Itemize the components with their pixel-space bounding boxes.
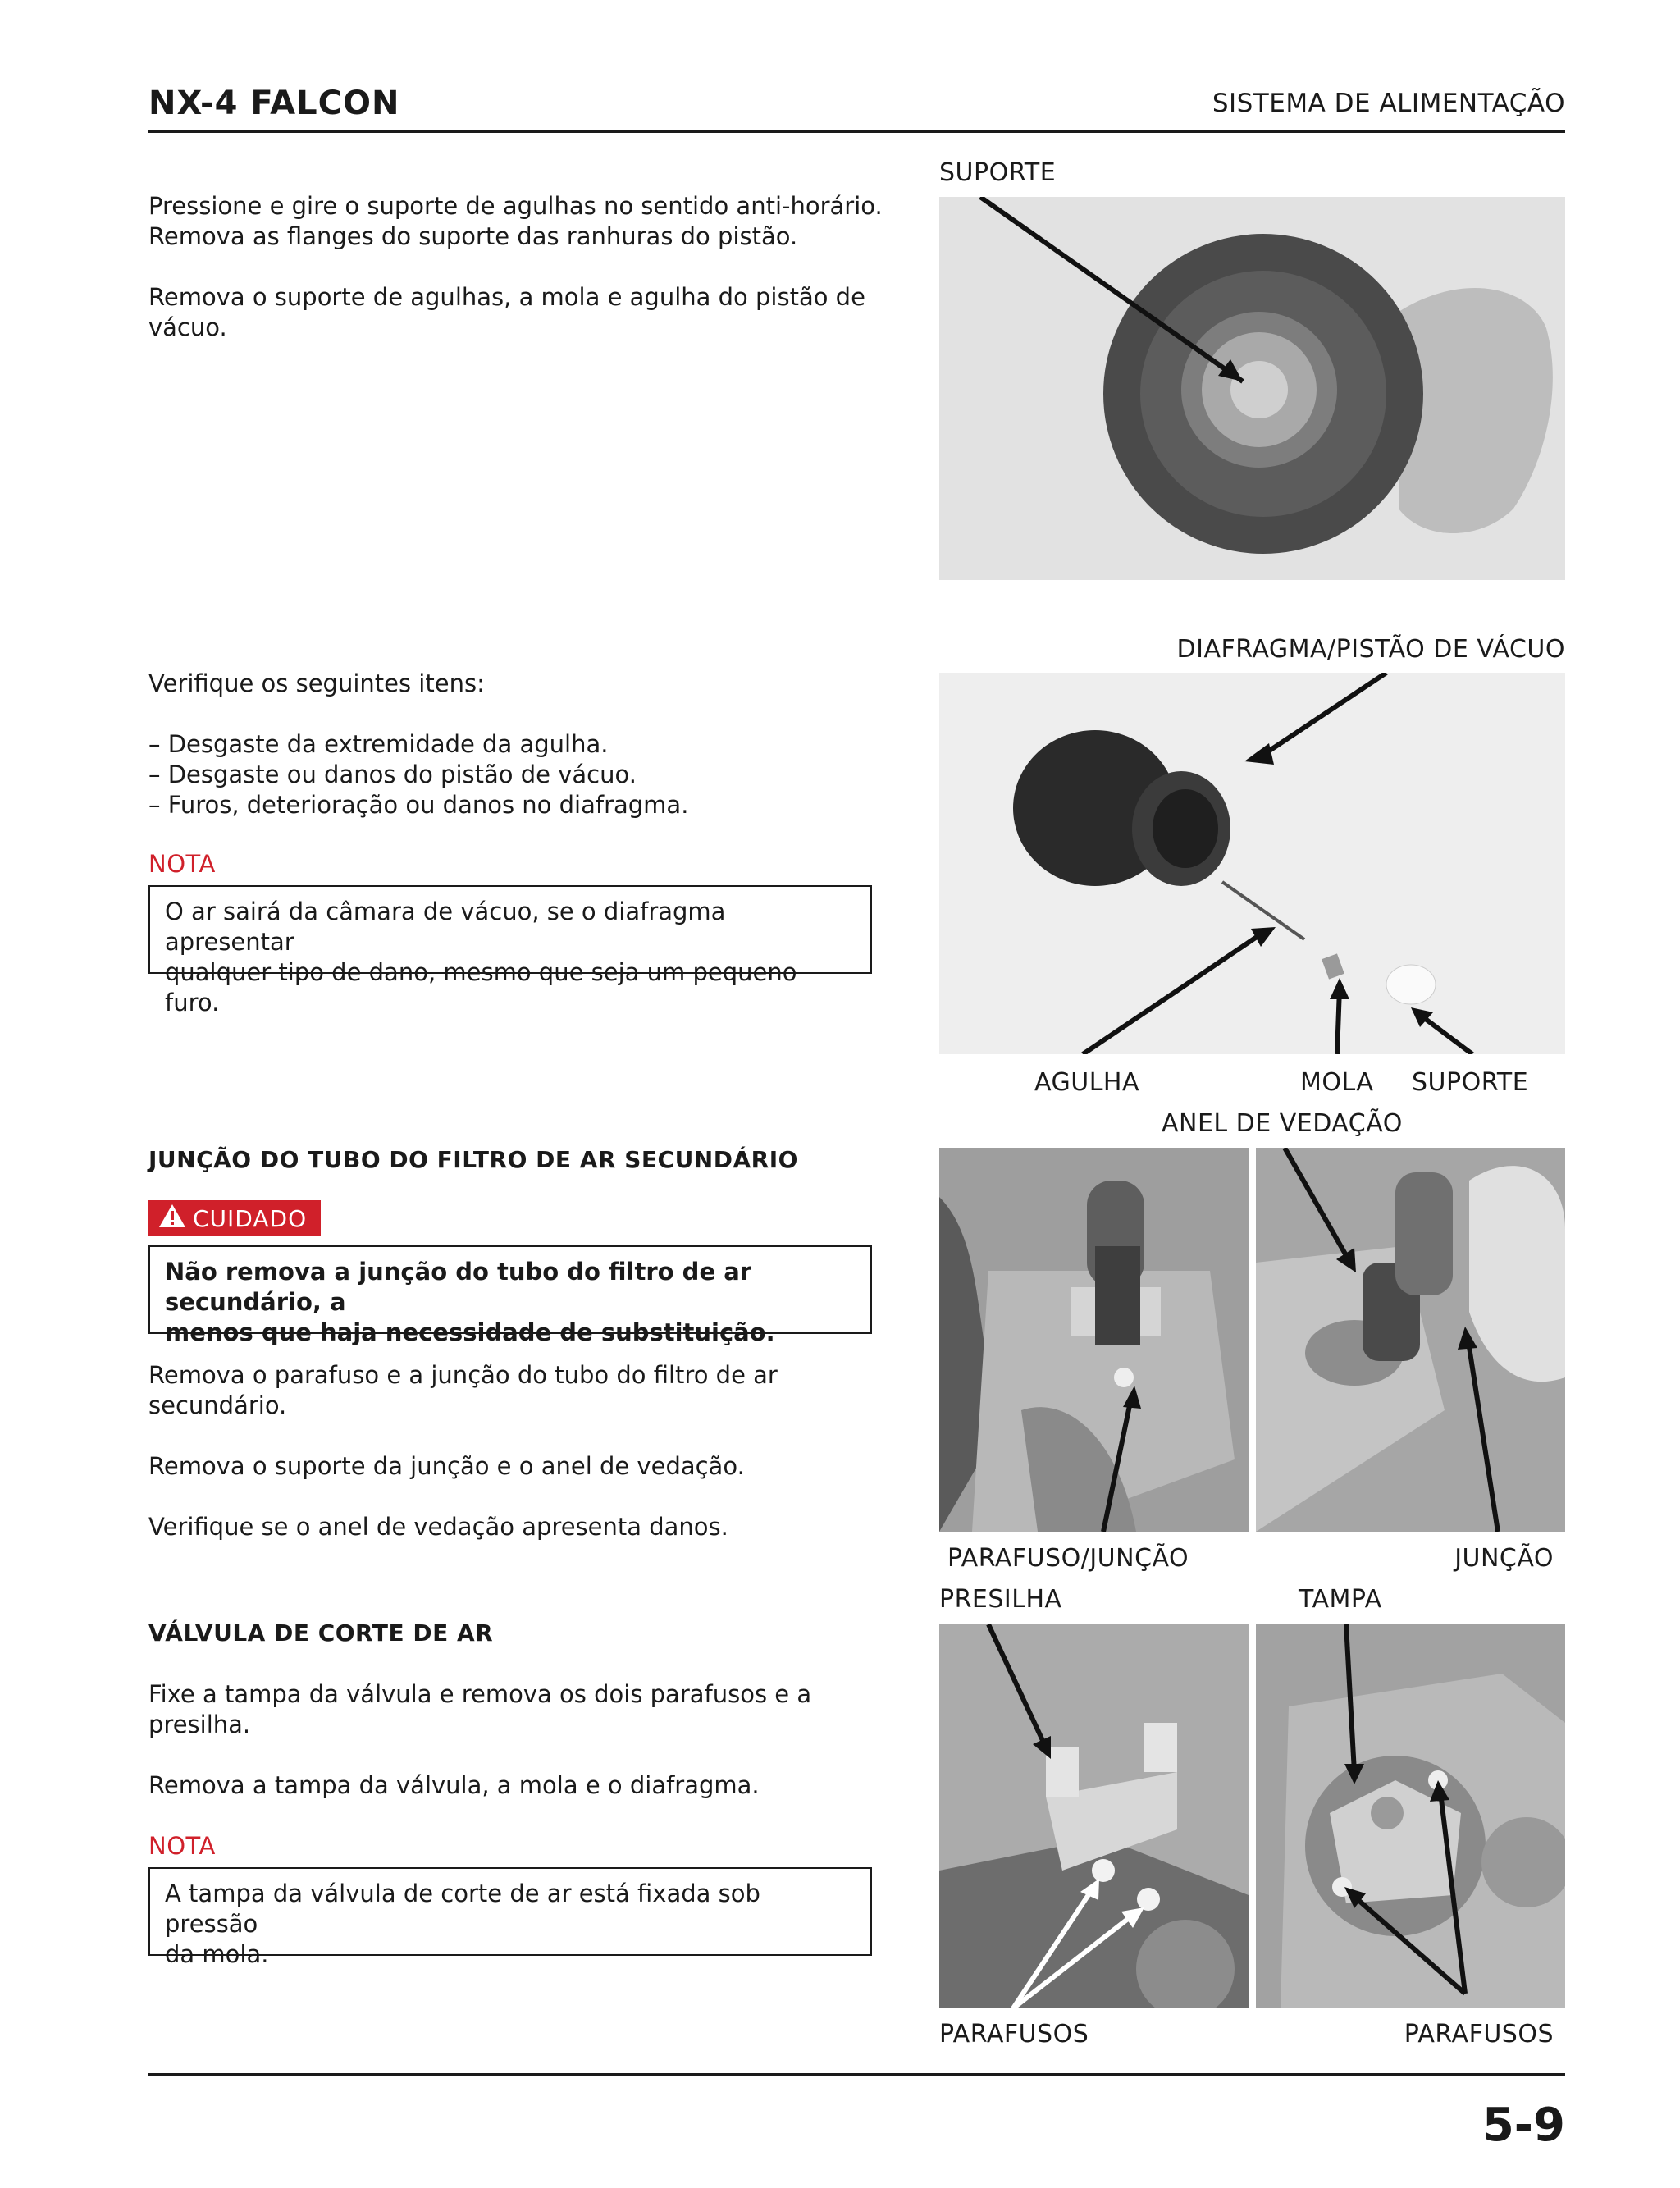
caution-badge (148, 1200, 321, 1236)
fig3-label-parafuso-juncao: PARAFUSO/JUNÇÃO (947, 1544, 1189, 1573)
paragraph: Pressione e gire o suporte de agulhas no sentido anti-horário. (148, 192, 883, 220)
fig4-label-parafusos-right: PARAFUSOS (1404, 2020, 1554, 2049)
fig3-label-juncao: JUNÇÃO (1454, 1544, 1554, 1573)
page-number: 5-9 (1481, 2099, 1565, 2152)
fig2-label-mola: MOLA (1300, 1068, 1374, 1097)
junction-heading: JUNÇÃO DO TUBO DO FILTRO DE AR SECUNDÁRIO (148, 1146, 798, 1173)
fig4-label-parafusos-left: PARAFUSOS (939, 2020, 1089, 2049)
nota-text: qualquer tipo de dano, mesmo que seja um pequeno furo. (165, 958, 797, 1016)
paragraph: vácuo. (148, 313, 227, 341)
fig2-photo (939, 673, 1565, 1054)
nota-text: A tampa da válvula de corte de ar está fixada sob pressão (165, 1880, 760, 1938)
fig4-right-illustration (1256, 1624, 1565, 2008)
nota-text: da mola. (165, 1940, 269, 1968)
paragraph: Remova a tampa da válvula, a mola e o diafragma. (148, 1771, 760, 1799)
caution-text: Não remova a junção do tubo do filtro de ar secundário, a (165, 1258, 752, 1316)
paragraph: Verifique se o anel de vedação apresenta danos. (148, 1513, 728, 1541)
junction-text (148, 1360, 887, 1542)
fig1-label-suporte: SUPORTE (939, 158, 1057, 187)
inspect-text (148, 669, 887, 820)
nota-label: NOTA (148, 1832, 216, 1860)
paragraph: Remova o suporte da junção e o anel de vedação. (148, 1452, 745, 1480)
nota-label: NOTA (148, 850, 216, 878)
fig1-illustration (939, 197, 1565, 580)
header-rule (148, 130, 1565, 133)
fig3-photo-left (939, 1148, 1249, 1532)
fig2-label-diafragma: DIAFRAGMA/PISTÃO DE VÁCUO (1176, 635, 1565, 664)
cutoff-valve-text (148, 1679, 887, 1801)
fig2-label-agulha: AGULHA (1034, 1068, 1139, 1097)
fig4-photo-left (939, 1624, 1249, 2008)
fig4-label-presilha: PRESILHA (939, 1585, 1062, 1614)
paragraph: presilha. (148, 1711, 251, 1738)
fig3-right-illustration (1256, 1148, 1565, 1532)
model-title: NX-4 FALCON (148, 85, 400, 122)
fig3-photo-right (1256, 1148, 1565, 1532)
caution-text: menos que haja necessidade de substituição. (165, 1318, 775, 1346)
needle-holder-text (148, 191, 887, 343)
paragraph: secundário. (148, 1391, 287, 1419)
list-item: – Furos, deterioração ou danos no diafragma. (148, 791, 689, 819)
paragraph: Remova as flanges do suporte das ranhuras do pistão. (148, 222, 798, 250)
caution-box (148, 1245, 872, 1346)
nota-box (148, 885, 872, 1016)
paragraph: Remova o suporte de agulhas, a mola e agulha do pistão de (148, 283, 865, 311)
caution-label: CUIDADO (193, 1204, 308, 1232)
cutoff-valve-heading: VÁLVULA DE CORTE DE AR (148, 1619, 494, 1647)
fig1-photo (939, 197, 1565, 580)
section-title: SISTEMA DE ALIMENTAÇÃO (1212, 89, 1565, 118)
fig4-photo-right (1256, 1624, 1565, 2008)
list-item: – Desgaste da extremidade da agulha. (148, 730, 609, 758)
list-item: – Desgaste ou danos do pistão de vácuo. (148, 761, 637, 788)
fig4-label-tampa: TAMPA (1299, 1585, 1382, 1614)
fig4-left-illustration (939, 1624, 1249, 2008)
paragraph: Remova o parafuso e a junção do tubo do filtro de ar (148, 1361, 778, 1389)
nota-text: O ar sairá da câmara de vácuo, se o diafragma apresentar (165, 898, 726, 956)
paragraph: Verifique os seguintes itens: (148, 669, 485, 697)
warning-icon (158, 1204, 186, 1234)
nota-box (148, 1867, 872, 1968)
fig2-label-suporte: SUPORTE (1412, 1068, 1529, 1097)
fig3-label-anel: ANEL DE VEDAÇÃO (1162, 1109, 1403, 1138)
footer-rule (148, 2073, 1565, 2076)
fig3-left-illustration (939, 1148, 1249, 1532)
fig2-illustration (939, 673, 1565, 1054)
paragraph: Fixe a tampa da válvula e remova os dois parafusos e a (148, 1680, 812, 1708)
